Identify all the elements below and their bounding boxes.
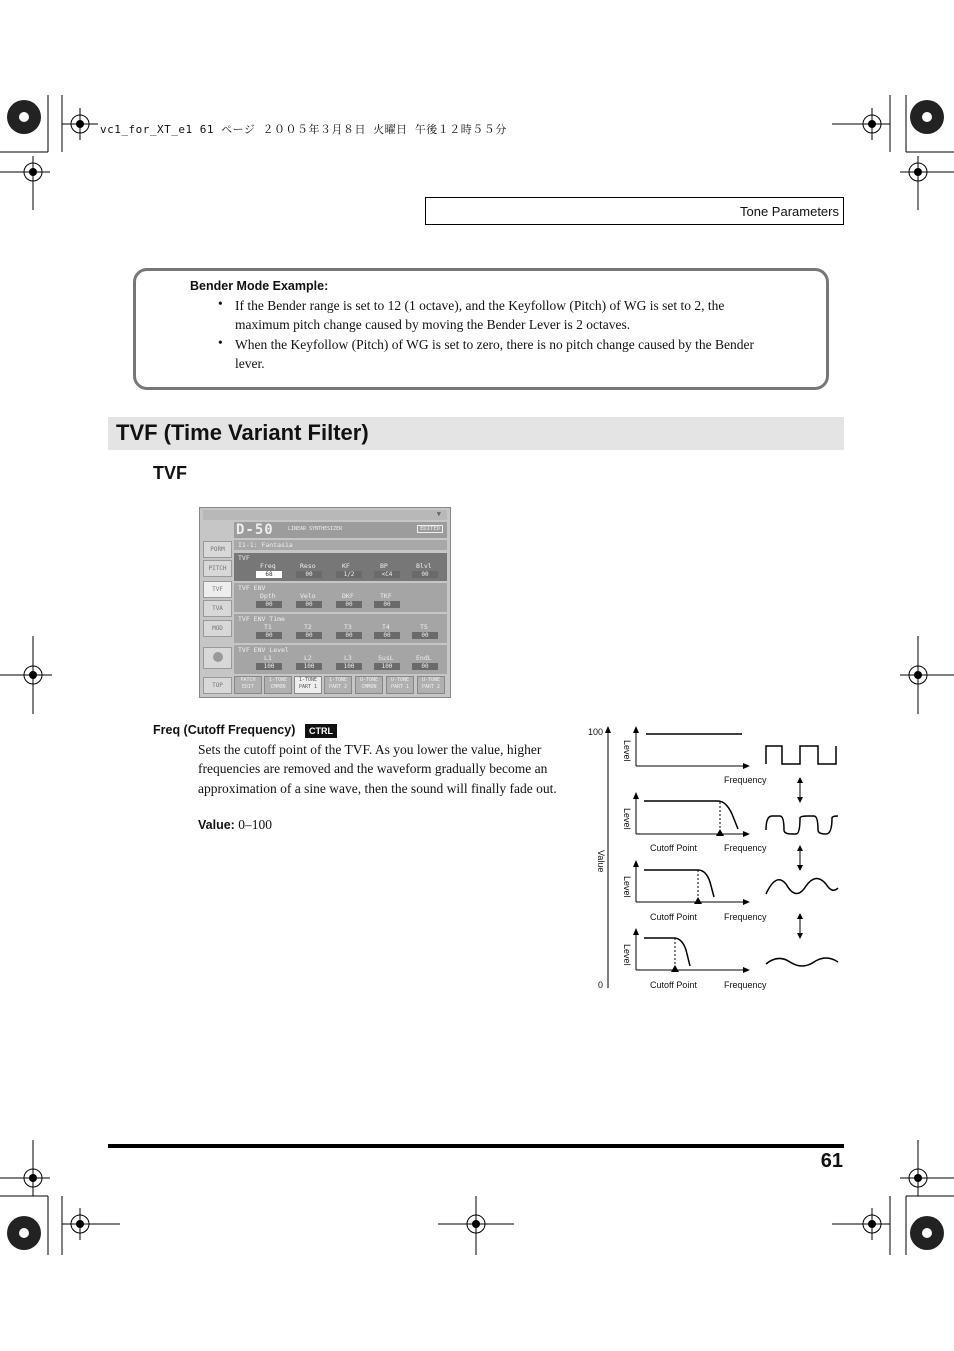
param-value[interactable]: 1/2	[336, 571, 362, 578]
tab-u-tone-cmmon[interactable]: U-TONE CMMON	[355, 676, 383, 694]
param-value[interactable]: 00	[412, 571, 438, 578]
param-label: T3	[344, 623, 352, 631]
param-label: Freq	[260, 562, 276, 570]
knob-button[interactable]	[203, 647, 232, 669]
param-value[interactable]: 00	[412, 663, 438, 670]
tvf-env-row	[234, 583, 447, 612]
d50-logo: D-50	[236, 522, 274, 538]
value-range: 0–100	[238, 817, 272, 832]
level-label: Level	[622, 808, 632, 830]
param-label: EndL	[416, 654, 432, 662]
d50-logo-sub: LINEAR SYNTHESIZER	[288, 526, 343, 532]
tvf-row	[234, 553, 447, 581]
side-button-mod[interactable]: MOD	[203, 620, 232, 637]
param-value[interactable]: 00	[256, 632, 282, 639]
param-label: Dpth	[260, 592, 276, 600]
param-description: Sets the cutoff point of the TVF. As you lower the value, higher frequencies are removed and the waveform gradually become an approximation of a sine wave, then the sound will finally fade out.	[198, 742, 557, 796]
row-title: TVF ENV Level	[238, 646, 289, 654]
param-value[interactable]: 00	[296, 632, 322, 639]
dropdown-icon[interactable]: ▼	[436, 510, 441, 518]
page-number: 61	[820, 1150, 843, 1172]
cutoff-label: Cutoff Point	[650, 912, 697, 922]
edited-badge: EDITED	[417, 525, 443, 533]
tab-patch-edit[interactable]: PATCH EDIT	[234, 676, 262, 694]
param-value-freq[interactable]: 68	[256, 571, 282, 578]
running-header	[425, 197, 844, 225]
screen-logo-bar	[234, 522, 447, 538]
level-label: Level	[622, 740, 632, 762]
param-value[interactable]: 100	[374, 663, 400, 670]
frequency-label: Frequency	[724, 912, 767, 922]
param-value[interactable]: 00	[374, 632, 400, 639]
param-value[interactable]: 00	[296, 571, 322, 578]
tab-u-tone-part-1[interactable]: U-TONE PART 1	[386, 676, 414, 694]
side-button-tvf[interactable]: TVF	[203, 581, 232, 598]
cutoff-label: Cutoff Point	[650, 980, 697, 990]
patch-name-bar	[234, 540, 447, 550]
section-title: TVF (Time Variant Filter)	[116, 420, 369, 445]
param-value[interactable]: <C4	[374, 571, 400, 578]
param-label: KF	[342, 562, 350, 570]
note-title: Bender Mode Example:	[190, 279, 329, 293]
side-button-tva[interactable]: TVA	[203, 600, 232, 617]
note-bullet-2: When the Keyfollow (Pitch) of WG is set to zero, there is no pitch change caused by the Bender lever.	[235, 337, 754, 372]
patch-name: I1-1: Fantasia	[238, 541, 293, 549]
param-value[interactable]: 100	[256, 663, 282, 670]
bullet-dot: •	[218, 296, 223, 311]
param-label: L1	[264, 654, 272, 662]
param-value-line	[198, 817, 272, 833]
param-label: BP	[380, 562, 388, 570]
row-title: TVF ENV Time	[238, 615, 285, 623]
value-axis-label: Value	[596, 850, 606, 873]
param-label: DKF	[342, 592, 354, 600]
ctrl-badge: CTRL	[305, 724, 337, 738]
frequency-label: Frequency	[724, 980, 767, 990]
tab-1-tone-part-1[interactable]: 1-TONE PART 1	[294, 676, 322, 694]
side-button-top[interactable]: TOP	[203, 677, 232, 694]
param-label: Blvl	[416, 562, 432, 570]
param-value[interactable]: 100	[296, 663, 322, 670]
side-button-porm[interactable]: PORM	[203, 541, 232, 558]
param-label: T2	[304, 623, 312, 631]
param-label: T5	[420, 623, 428, 631]
running-header-title: Tone Parameters	[740, 204, 839, 219]
print-info: vc1_for_XT_e1 61 ページ ２００５年３月８日 火曜日 午後１２時５５分	[100, 123, 507, 136]
param-value[interactable]: 00	[296, 601, 322, 608]
subsection-title: TVF	[153, 463, 187, 483]
knob-icon	[213, 652, 223, 662]
tab-1-tone-part-2[interactable]: 1-TONE PART 2	[324, 676, 352, 694]
d50-screen	[199, 507, 451, 698]
param-label: Reso	[300, 562, 316, 570]
param-label: L3	[344, 654, 352, 662]
row-title: TVF	[238, 554, 250, 562]
screen-titlebar	[203, 510, 447, 520]
note-bullet-1: If the Bender range is set to 12 (1 octave), and the Keyfollow (Pitch) of WG is set to 2, the maximum pitch change caused by moving the Bender Lever is 2 octaves.	[235, 298, 725, 333]
param-value[interactable]: 00	[374, 601, 400, 608]
param-value[interactable]: 00	[412, 632, 438, 639]
param-label: T4	[382, 623, 390, 631]
tvf-env-time-row	[234, 614, 447, 643]
param-label: Velo	[300, 592, 316, 600]
param-label: T1	[264, 623, 272, 631]
param-label: TKF	[380, 592, 392, 600]
param-label: L2	[304, 654, 312, 662]
param-label: SusL	[378, 654, 394, 662]
tvf-env-level-row	[234, 645, 447, 674]
param-title: Freq (Cutoff Frequency)	[153, 723, 296, 737]
value-label: Value:	[198, 818, 235, 832]
footer-rule	[108, 1144, 844, 1148]
param-value[interactable]: 00	[256, 601, 282, 608]
frequency-label: Frequency	[724, 775, 767, 785]
level-label: Level	[622, 944, 632, 966]
row-title: TVF ENV	[238, 584, 266, 592]
frequency-label: Frequency	[724, 843, 767, 853]
param-value[interactable]: 00	[336, 632, 362, 639]
axis-top-label: 100	[588, 727, 604, 737]
tab-u-tone-part-2[interactable]: U-TONE PART 2	[417, 676, 445, 694]
side-button-pitch[interactable]: PITCH	[203, 560, 232, 577]
level-label: Level	[622, 876, 632, 898]
param-value[interactable]: 100	[336, 663, 362, 670]
tab-1-tone-cmmon[interactable]: 1-TONE CMMON	[264, 676, 292, 694]
param-value[interactable]: 00	[336, 601, 362, 608]
bullet-dot: •	[218, 335, 223, 350]
cutoff-label: Cutoff Point	[650, 843, 697, 853]
filter-diagram	[580, 722, 845, 997]
axis-bottom-label: 0	[598, 980, 604, 990]
